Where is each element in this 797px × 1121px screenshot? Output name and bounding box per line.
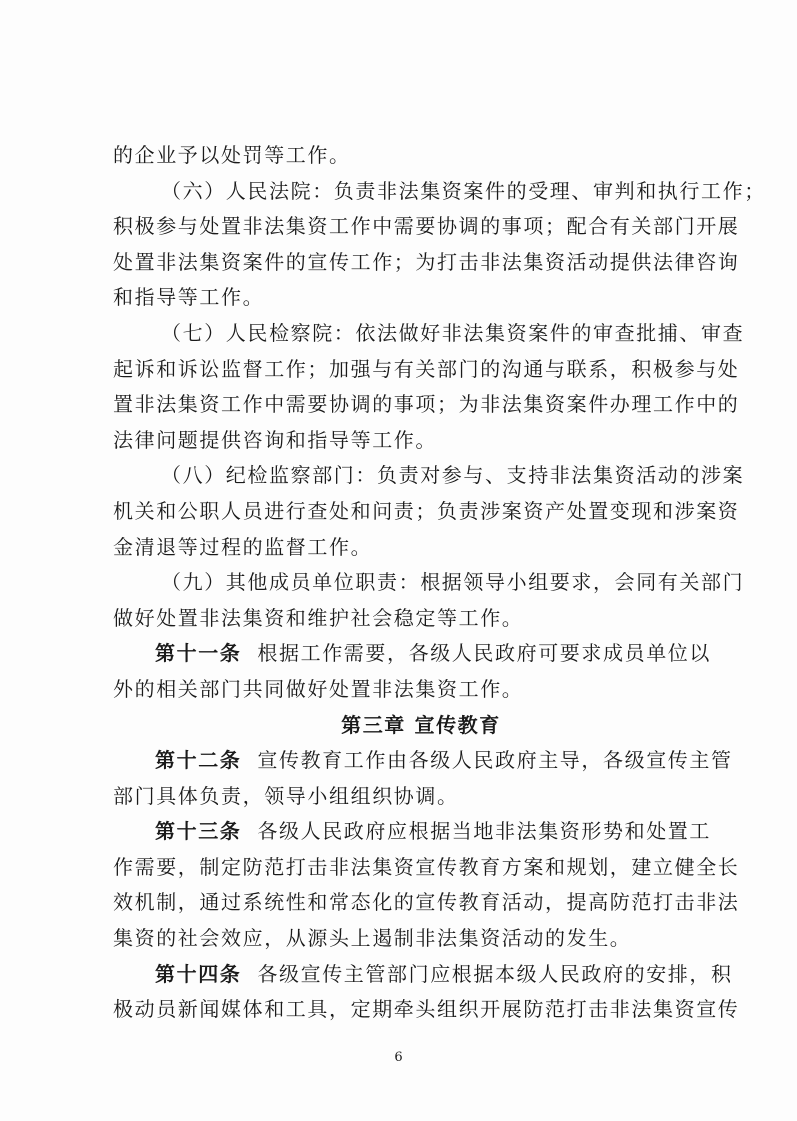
text-line: 积极参与处置非法集资工作中需要协调的事项；配合有关部门开展 [113, 214, 740, 239]
text-line: 金清退等过程的监督工作。 [113, 534, 373, 559]
text-line: 和指导等工作。 [113, 285, 265, 310]
text-line: 的企业予以处罚等工作。 [113, 143, 351, 167]
article-12-label: 第十二条 [155, 748, 242, 773]
article-14-label: 第十四条 [155, 961, 242, 986]
page-number: 6 [394, 1050, 403, 1065]
text-line: 处置非法集资案件的宣传工作；为打击非法集资活动提供法律咨询 [113, 249, 740, 274]
text-line: 作需要，制定防范打击非法集资宣传教育方案和规划，建立健全长 [113, 854, 740, 879]
article-13-label: 第十三条 [155, 819, 242, 844]
text-line: 法律问题提供咨询和指导等工作。 [113, 427, 437, 452]
document-body [113, 138, 766, 1028]
article-11-text: 根据工作需要，各级人民政府可要求成员单位以 [257, 641, 712, 666]
article-14-first-line [113, 957, 733, 993]
text-line: （九）其他成员单位职责：根据领导小组要求，会同有关部门 [161, 570, 745, 595]
text-line: （八）纪检监察部门：负责对参与、支持非法集资活动的涉案 [161, 463, 745, 488]
article-12-text: 宣传教育工作由各级人民政府主导，各级宣传主管 [257, 748, 733, 773]
text-line: 极动员新闻媒体和工具，定期牵头组织开展防范打击非法集资宣传 [113, 997, 740, 1022]
text-line: 外的相关部门共同做好处置非法集资工作。 [113, 676, 524, 701]
text-line: 部门具体负责，领导小组组织协调。 [113, 783, 459, 808]
article-14-text: 各级宣传主管部门应根据本级人民政府的安排，积 [257, 961, 733, 986]
text-line: （六）人民法院：负责非法集资案件的受理、审判和执行工作； [161, 178, 766, 203]
text-line: 起诉和诉讼监督工作；加强与有关部门的沟通与联系，积极参与处 [113, 356, 740, 381]
text-line: 置非法集资工作中需要协调的事项；为非法集资案件办理工作中的 [113, 392, 740, 417]
text-line: 做好处置非法集资和维护社会稳定等工作。 [113, 605, 524, 630]
chapter-heading: 第三章 宣传教育 [341, 712, 501, 737]
article-12-first-line [113, 743, 733, 779]
text-line: 机关和公职人员进行查处和问责；负责涉案资产处置变现和涉案资 [113, 498, 740, 523]
article-11-label: 第十一条 [155, 641, 242, 666]
article-13-first-line [113, 814, 712, 850]
text-line: 集资的社会效应，从源头上遏制非法集资活动的发生。 [113, 926, 632, 951]
text-line: （七）人民检察院：依法做好非法集资案件的审查批捕、审查 [161, 320, 745, 345]
article-11-first-line [113, 636, 712, 672]
article-13-text: 各级人民政府应根据当地非法集资形势和处置工 [257, 819, 712, 844]
text-line: 效机制，通过系统性和常态化的宣传教育活动，提高防范打击非法 [113, 890, 740, 915]
